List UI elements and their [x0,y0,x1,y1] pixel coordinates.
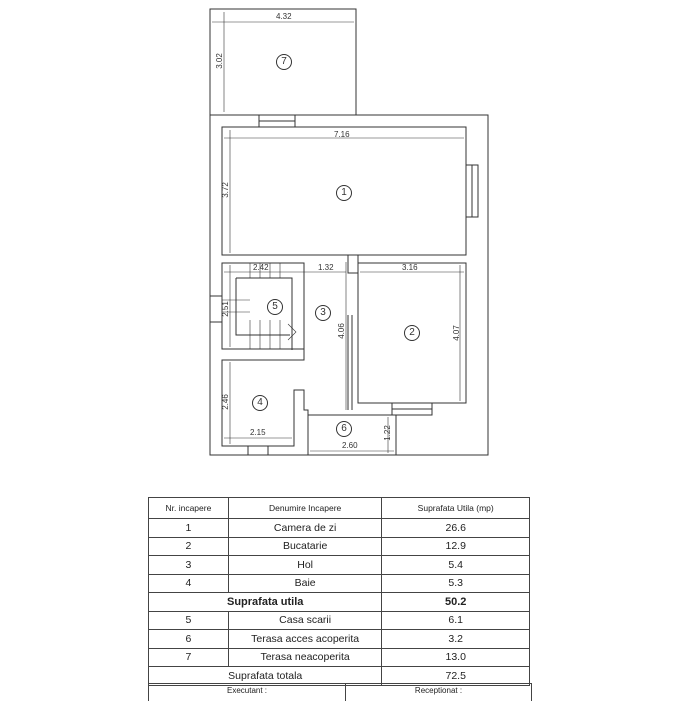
subtotal-area: 50.2 [382,593,530,612]
dim-bath-depth: 2.46 [220,394,230,410]
total-area: 72.5 [382,667,530,686]
cell-area: 13.0 [382,648,530,667]
table-row [149,574,530,593]
cell-nr: 1 [149,519,229,538]
signature-footer [148,683,532,701]
cell-nr: 6 [149,630,229,649]
dim-porch-depth: 1.22 [382,425,392,441]
dim-stairs-depth: 2.51 [220,301,230,317]
cell-name: Terasa neacoperita [228,648,382,667]
dim-kitchen-depth: 4.07 [451,325,461,341]
cell-nr: 3 [149,556,229,575]
cell-name: Casa scarii [228,611,382,630]
dim-living-width: 7.16 [334,130,350,139]
header-area: Suprafata Utila (mp) [382,498,530,519]
cell-nr: 4 [149,574,229,593]
cell-name: Terasa acces acoperita [228,630,382,649]
header-name: Denumire Incapere [228,498,382,519]
cell-area: 26.6 [382,519,530,538]
dim-living-depth: 3.72 [220,182,230,198]
room-label-5: 5 [267,299,283,315]
table-row [149,556,530,575]
cell-area: 5.4 [382,556,530,575]
dim-hall-depth: 4.06 [336,323,346,339]
room-label-2: 2 [404,325,420,341]
area-table [148,497,530,686]
receptionat-label: Receptionat : [414,686,463,695]
table-header-row [149,498,530,519]
table-row [149,519,530,538]
table-row [149,537,530,556]
header-nr: Nr. incapere [149,498,229,519]
subtotal-label: Suprafata utila [149,593,382,612]
dim-terrace-width: 4.32 [276,12,292,21]
table-row [149,611,530,630]
dim-terrace-depth: 3.02 [214,53,224,69]
room-label-4: 4 [252,395,268,411]
room-label-7: 7 [276,54,292,70]
executant-label: Executant : [149,684,346,701]
room-label-6: 6 [336,421,352,437]
cell-area: 6.1 [382,611,530,630]
cell-area: 3.2 [382,630,530,649]
dim-bath-width: 2.15 [250,428,266,437]
dim-porch-width: 2.60 [342,441,358,450]
cell-nr: 7 [149,648,229,667]
cell-nr: 5 [149,611,229,630]
table-row [149,630,530,649]
dim-stairs-width: 2.42 [253,263,269,272]
cell-name: Hol [228,556,382,575]
cell-name: Bucatarie [228,537,382,556]
subtotal-row [149,593,530,612]
cell-nr: 2 [149,537,229,556]
room-label-3: 3 [315,305,331,321]
room-label-1: 1 [336,185,352,201]
dim-kitchen-width: 3.16 [402,263,418,272]
cell-area: 5.3 [382,574,530,593]
table-row [149,648,530,667]
cell-area: 12.9 [382,537,530,556]
dim-hall-width: 1.32 [318,263,334,272]
total-label: Suprafata totala [149,667,382,686]
cell-name: Baie [228,574,382,593]
cell-name: Camera de zi [228,519,382,538]
